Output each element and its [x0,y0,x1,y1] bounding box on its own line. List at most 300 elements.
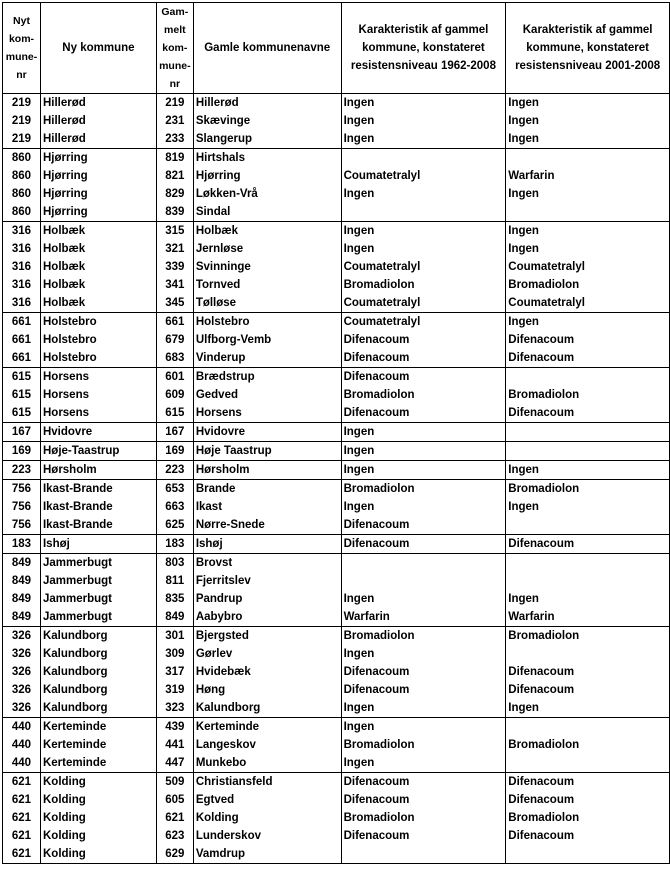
cell-karakteristik-1962: Ingen [341,590,506,608]
cell-karakteristik-1962: Coumatetralyl [341,258,506,276]
cell-ny-kommune: Kalundborg [40,663,156,681]
cell-karakteristik-2001: Ingen [506,130,670,149]
cell-ny-kommune: Ikast-Brande [40,498,156,516]
cell-gammelt-navn: Tølløse [193,294,341,313]
cell-nyt-nr: 219 [3,94,41,113]
cell-nyt-nr: 219 [3,130,41,149]
cell-gammelt-nr: 819 [156,149,193,168]
cell-nyt-nr: 661 [3,331,41,349]
cell-gammelt-navn: Hirtshals [193,149,341,168]
table-row [3,827,670,845]
cell-nyt-nr: 167 [3,423,41,442]
header-gammelt-nr: Gam-melt kom-mune-nr [156,3,193,94]
cell-karakteristik-2001: Bromadiolon [506,809,670,827]
cell-gammelt-navn: Tornved [193,276,341,294]
cell-gammelt-nr: 679 [156,331,193,349]
cell-ny-kommune: Hjørring [40,149,156,168]
cell-gammelt-nr: 683 [156,349,193,368]
cell-karakteristik-1962: Difenacoum [341,349,506,368]
cell-karakteristik-2001: Ingen [506,498,670,516]
table-row [3,240,670,258]
header-nyt-nr: Nyt kom-mune-nr [3,3,41,94]
table-row [3,313,670,332]
cell-karakteristik-2001: Coumatetralyl [506,258,670,276]
cell-ny-kommune: Horsens [40,404,156,423]
cell-gammelt-navn: Hvidebæk [193,663,341,681]
table-row [3,516,670,535]
cell-karakteristik-1962: Coumatetralyl [341,167,506,185]
cell-gammelt-nr: 341 [156,276,193,294]
cell-ny-kommune: Horsens [40,386,156,404]
cell-ny-kommune: Hørsholm [40,461,156,480]
cell-nyt-nr: 615 [3,368,41,387]
cell-nyt-nr: 621 [3,845,41,864]
cell-karakteristik-2001 [506,203,670,222]
cell-gammelt-navn: Nørre-Snede [193,516,341,535]
header-karakteristik-1962: Karakteristik af gammel kommune, konstateret resistensniveau 1962-2008 [341,3,506,94]
cell-gammelt-navn: Ishøj [193,535,341,554]
cell-karakteristik-2001: Ingen [506,185,670,203]
table-row [3,112,670,130]
resistance-table [2,2,670,864]
cell-nyt-nr: 621 [3,827,41,845]
cell-karakteristik-1962: Warfarin [341,608,506,627]
cell-gammelt-navn: Holbæk [193,222,341,241]
cell-karakteristik-2001: Warfarin [506,608,670,627]
cell-ny-kommune: Ikast-Brande [40,480,156,499]
cell-nyt-nr: 223 [3,461,41,480]
cell-gammelt-nr: 439 [156,718,193,737]
cell-karakteristik-2001: Difenacoum [506,773,670,792]
cell-ny-kommune: Horsens [40,368,156,387]
table-row [3,167,670,185]
cell-gammelt-navn: Kolding [193,809,341,827]
cell-nyt-nr: 621 [3,773,41,792]
cell-gammelt-nr: 839 [156,203,193,222]
cell-nyt-nr: 326 [3,627,41,646]
cell-karakteristik-2001 [506,368,670,387]
cell-karakteristik-1962: Bromadiolon [341,736,506,754]
cell-gammelt-navn: Gørlev [193,645,341,663]
cell-karakteristik-1962 [341,149,506,168]
cell-gammelt-navn: Høng [193,681,341,699]
cell-ny-kommune: Jammerbugt [40,590,156,608]
header-ny-kommune: Ny kommune [40,3,156,94]
table-row [3,386,670,404]
cell-karakteristik-2001: Ingen [506,240,670,258]
cell-gammelt-navn: Ikast [193,498,341,516]
cell-karakteristik-2001: Difenacoum [506,349,670,368]
cell-gammelt-nr: 835 [156,590,193,608]
table-row [3,736,670,754]
table-row [3,185,670,203]
cell-karakteristik-1962: Ingen [341,222,506,241]
cell-karakteristik-2001: Bromadiolon [506,480,670,499]
cell-gammelt-navn: Vinderup [193,349,341,368]
cell-nyt-nr: 316 [3,294,41,313]
cell-karakteristik-2001: Coumatetralyl [506,294,670,313]
cell-karakteristik-2001: Ingen [506,94,670,113]
cell-nyt-nr: 326 [3,645,41,663]
cell-nyt-nr: 440 [3,718,41,737]
header-karakteristik-2001: Karakteristik af gammel kommune, konstateret resistensniveau 2001-2008 [506,3,670,94]
cell-ny-kommune: Kalundborg [40,699,156,718]
cell-ny-kommune: Hvidovre [40,423,156,442]
cell-karakteristik-1962: Ingen [341,645,506,663]
table-row [3,845,670,864]
cell-karakteristik-2001: Difenacoum [506,535,670,554]
cell-karakteristik-1962 [341,845,506,864]
cell-karakteristik-2001: Difenacoum [506,663,670,681]
table-row [3,480,670,499]
table-row [3,404,670,423]
cell-gammelt-navn: Slangerup [193,130,341,149]
cell-gammelt-navn: Munkebo [193,754,341,773]
table-row [3,498,670,516]
cell-gammelt-navn: Brovst [193,554,341,573]
cell-gammelt-navn: Jernløse [193,240,341,258]
cell-gammelt-nr: 803 [156,554,193,573]
cell-ny-kommune: Ikast-Brande [40,516,156,535]
cell-karakteristik-1962: Ingen [341,130,506,149]
cell-karakteristik-2001: Ingen [506,461,670,480]
cell-gammelt-nr: 223 [156,461,193,480]
cell-karakteristik-2001 [506,845,670,864]
cell-gammelt-nr: 317 [156,663,193,681]
cell-gammelt-nr: 339 [156,258,193,276]
cell-ny-kommune: Kerteminde [40,736,156,754]
cell-karakteristik-1962: Ingen [341,754,506,773]
table-row [3,645,670,663]
cell-gammelt-navn: Brande [193,480,341,499]
cell-gammelt-nr: 605 [156,791,193,809]
cell-ny-kommune: Holstebro [40,349,156,368]
cell-karakteristik-2001: Ingen [506,313,670,332]
cell-gammelt-nr: 609 [156,386,193,404]
table-body [3,94,670,864]
cell-karakteristik-1962: Coumatetralyl [341,313,506,332]
cell-karakteristik-2001: Bromadiolon [506,627,670,646]
cell-nyt-nr: 756 [3,498,41,516]
cell-gammelt-nr: 309 [156,645,193,663]
cell-karakteristik-1962: Bromadiolon [341,627,506,646]
table-row [3,368,670,387]
cell-karakteristik-1962: Difenacoum [341,791,506,809]
cell-nyt-nr: 326 [3,699,41,718]
cell-karakteristik-1962: Coumatetralyl [341,294,506,313]
cell-karakteristik-2001 [506,645,670,663]
cell-ny-kommune: Kolding [40,827,156,845]
cell-karakteristik-2001 [506,554,670,573]
cell-gammelt-navn: Horsens [193,404,341,423]
cell-nyt-nr: 440 [3,736,41,754]
cell-ny-kommune: Kalundborg [40,645,156,663]
table-row [3,681,670,699]
cell-gammelt-nr: 231 [156,112,193,130]
cell-gammelt-navn: Gedved [193,386,341,404]
cell-gammelt-nr: 319 [156,681,193,699]
cell-gammelt-navn: Hørsholm [193,461,341,480]
cell-gammelt-nr: 621 [156,809,193,827]
cell-karakteristik-2001: Ingen [506,699,670,718]
cell-karakteristik-1962 [341,554,506,573]
cell-gammelt-navn: Aabybro [193,608,341,627]
cell-karakteristik-2001 [506,516,670,535]
table-row [3,773,670,792]
cell-nyt-nr: 621 [3,791,41,809]
cell-karakteristik-1962: Difenacoum [341,331,506,349]
cell-karakteristik-1962: Difenacoum [341,827,506,845]
cell-nyt-nr: 860 [3,203,41,222]
table-row [3,294,670,313]
table-row [3,590,670,608]
cell-karakteristik-2001: Difenacoum [506,404,670,423]
cell-gammelt-nr: 661 [156,313,193,332]
table-row [3,535,670,554]
cell-nyt-nr: 849 [3,572,41,590]
cell-karakteristik-2001 [506,572,670,590]
cell-nyt-nr: 316 [3,222,41,241]
cell-gammelt-nr: 663 [156,498,193,516]
cell-gammelt-nr: 615 [156,404,193,423]
cell-ny-kommune: Holbæk [40,240,156,258]
cell-karakteristik-1962: Difenacoum [341,773,506,792]
cell-ny-kommune: Kerteminde [40,718,156,737]
cell-nyt-nr: 615 [3,404,41,423]
cell-nyt-nr: 316 [3,240,41,258]
cell-karakteristik-1962: Bromadiolon [341,480,506,499]
cell-nyt-nr: 183 [3,535,41,554]
cell-karakteristik-2001: Bromadiolon [506,276,670,294]
cell-karakteristik-1962: Bromadiolon [341,276,506,294]
cell-ny-kommune: Holbæk [40,222,156,241]
cell-gammelt-nr: 169 [156,442,193,461]
cell-karakteristik-2001 [506,149,670,168]
table-row [3,627,670,646]
cell-nyt-nr: 661 [3,349,41,368]
cell-karakteristik-1962: Ingen [341,423,506,442]
cell-gammelt-navn: Høje Taastrup [193,442,341,461]
header-row [3,3,670,94]
cell-karakteristik-1962: Difenacoum [341,368,506,387]
cell-ny-kommune: Hillerød [40,94,156,113]
cell-karakteristik-2001: Ingen [506,590,670,608]
cell-ny-kommune: Ishøj [40,535,156,554]
cell-karakteristik-1962: Difenacoum [341,535,506,554]
cell-karakteristik-2001: Difenacoum [506,827,670,845]
cell-ny-kommune: Kalundborg [40,681,156,699]
cell-ny-kommune: Hillerød [40,130,156,149]
cell-gammelt-navn: Kerteminde [193,718,341,737]
cell-nyt-nr: 316 [3,276,41,294]
table-row [3,608,670,627]
table-row [3,442,670,461]
cell-karakteristik-1962: Difenacoum [341,663,506,681]
cell-ny-kommune: Kolding [40,809,156,827]
table-row [3,222,670,241]
cell-nyt-nr: 860 [3,185,41,203]
cell-ny-kommune: Jammerbugt [40,554,156,573]
cell-gammelt-navn: Hvidovre [193,423,341,442]
table-row [3,718,670,737]
cell-karakteristik-2001: Ingen [506,112,670,130]
cell-nyt-nr: 326 [3,681,41,699]
table-row [3,809,670,827]
table-row [3,149,670,168]
cell-gammelt-navn: Vamdrup [193,845,341,864]
table-row [3,331,670,349]
cell-ny-kommune: Kolding [40,845,156,864]
cell-ny-kommune: Hjørring [40,185,156,203]
cell-gammelt-navn: Holstebro [193,313,341,332]
cell-gammelt-navn: Sindal [193,203,341,222]
cell-karakteristik-2001 [506,442,670,461]
cell-nyt-nr: 860 [3,167,41,185]
table-row [3,423,670,442]
table-row [3,754,670,773]
cell-gammelt-nr: 323 [156,699,193,718]
cell-karakteristik-2001: Difenacoum [506,791,670,809]
cell-gammelt-navn: Egtved [193,791,341,809]
cell-karakteristik-1962: Ingen [341,718,506,737]
cell-karakteristik-1962: Bromadiolon [341,386,506,404]
cell-nyt-nr: 615 [3,386,41,404]
cell-gammelt-nr: 315 [156,222,193,241]
cell-karakteristik-2001: Bromadiolon [506,386,670,404]
cell-gammelt-navn: Pandrup [193,590,341,608]
cell-karakteristik-1962: Difenacoum [341,681,506,699]
cell-karakteristik-1962: Ingen [341,185,506,203]
cell-gammelt-navn: Kalundborg [193,699,341,718]
table-row [3,572,670,590]
cell-gammelt-nr: 829 [156,185,193,203]
table-row [3,791,670,809]
cell-nyt-nr: 849 [3,590,41,608]
cell-ny-kommune: Kolding [40,791,156,809]
cell-gammelt-navn: Langeskov [193,736,341,754]
cell-gammelt-navn: Hillerød [193,94,341,113]
cell-gammelt-nr: 183 [156,535,193,554]
cell-gammelt-navn: Løkken-Vrå [193,185,341,203]
cell-gammelt-nr: 623 [156,827,193,845]
cell-ny-kommune: Kalundborg [40,627,156,646]
cell-nyt-nr: 316 [3,258,41,276]
cell-gammelt-nr: 345 [156,294,193,313]
cell-gammelt-nr: 601 [156,368,193,387]
cell-karakteristik-1962 [341,572,506,590]
cell-gammelt-nr: 447 [156,754,193,773]
cell-gammelt-nr: 811 [156,572,193,590]
cell-ny-kommune: Jammerbugt [40,608,156,627]
cell-gammelt-navn: Christiansfeld [193,773,341,792]
cell-karakteristik-2001: Difenacoum [506,681,670,699]
cell-karakteristik-1962: Ingen [341,94,506,113]
cell-nyt-nr: 849 [3,608,41,627]
cell-karakteristik-1962: Ingen [341,442,506,461]
cell-ny-kommune: Hillerød [40,112,156,130]
table-row [3,276,670,294]
cell-gammelt-nr: 821 [156,167,193,185]
cell-karakteristik-1962 [341,203,506,222]
cell-karakteristik-1962: Ingen [341,240,506,258]
cell-gammelt-nr: 653 [156,480,193,499]
cell-nyt-nr: 756 [3,516,41,535]
cell-gammelt-nr: 849 [156,608,193,627]
cell-ny-kommune: Høje-Taastrup [40,442,156,461]
cell-gammelt-nr: 441 [156,736,193,754]
cell-nyt-nr: 219 [3,112,41,130]
cell-ny-kommune: Hjørring [40,167,156,185]
cell-gammelt-navn: Ulfborg-Vemb [193,331,341,349]
cell-karakteristik-2001: Bromadiolon [506,736,670,754]
cell-ny-kommune: Hjørring [40,203,156,222]
cell-gammelt-nr: 301 [156,627,193,646]
cell-gammelt-nr: 321 [156,240,193,258]
table-row [3,461,670,480]
table-row [3,699,670,718]
table-row [3,130,670,149]
cell-nyt-nr: 621 [3,809,41,827]
cell-gammelt-nr: 233 [156,130,193,149]
cell-nyt-nr: 169 [3,442,41,461]
table-row [3,349,670,368]
cell-ny-kommune: Holstebro [40,313,156,332]
table-row [3,94,670,113]
cell-karakteristik-2001: Warfarin [506,167,670,185]
cell-gammelt-nr: 625 [156,516,193,535]
cell-nyt-nr: 661 [3,313,41,332]
table-row [3,258,670,276]
cell-gammelt-navn: Lunderskov [193,827,341,845]
cell-gammelt-nr: 167 [156,423,193,442]
cell-gammelt-nr: 219 [156,94,193,113]
cell-ny-kommune: Holbæk [40,258,156,276]
header-gamle-navne: Gamle kommunenavne [193,3,341,94]
resistance-table-wrapper [2,2,670,864]
cell-karakteristik-1962: Ingen [341,461,506,480]
cell-gammelt-navn: Fjerritslev [193,572,341,590]
cell-karakteristik-2001: Ingen [506,222,670,241]
cell-ny-kommune: Kolding [40,773,156,792]
cell-gammelt-navn: Brædstrup [193,368,341,387]
cell-gammelt-nr: 509 [156,773,193,792]
cell-karakteristik-2001 [506,718,670,737]
cell-karakteristik-1962: Bromadiolon [341,809,506,827]
cell-nyt-nr: 440 [3,754,41,773]
table-row [3,203,670,222]
table-row [3,663,670,681]
cell-karakteristik-1962: Ingen [341,112,506,130]
cell-nyt-nr: 860 [3,149,41,168]
table-row [3,554,670,573]
cell-karakteristik-1962: Ingen [341,699,506,718]
cell-gammelt-navn: Hjørring [193,167,341,185]
cell-nyt-nr: 756 [3,480,41,499]
cell-ny-kommune: Jammerbugt [40,572,156,590]
cell-ny-kommune: Kerteminde [40,754,156,773]
cell-karakteristik-2001: Difenacoum [506,331,670,349]
cell-karakteristik-1962: Difenacoum [341,404,506,423]
cell-karakteristik-1962: Difenacoum [341,516,506,535]
cell-ny-kommune: Holstebro [40,331,156,349]
cell-gammelt-navn: Skævinge [193,112,341,130]
cell-karakteristik-2001 [506,423,670,442]
cell-nyt-nr: 849 [3,554,41,573]
cell-nyt-nr: 326 [3,663,41,681]
cell-ny-kommune: Holbæk [40,276,156,294]
cell-gammelt-nr: 629 [156,845,193,864]
cell-ny-kommune: Holbæk [40,294,156,313]
